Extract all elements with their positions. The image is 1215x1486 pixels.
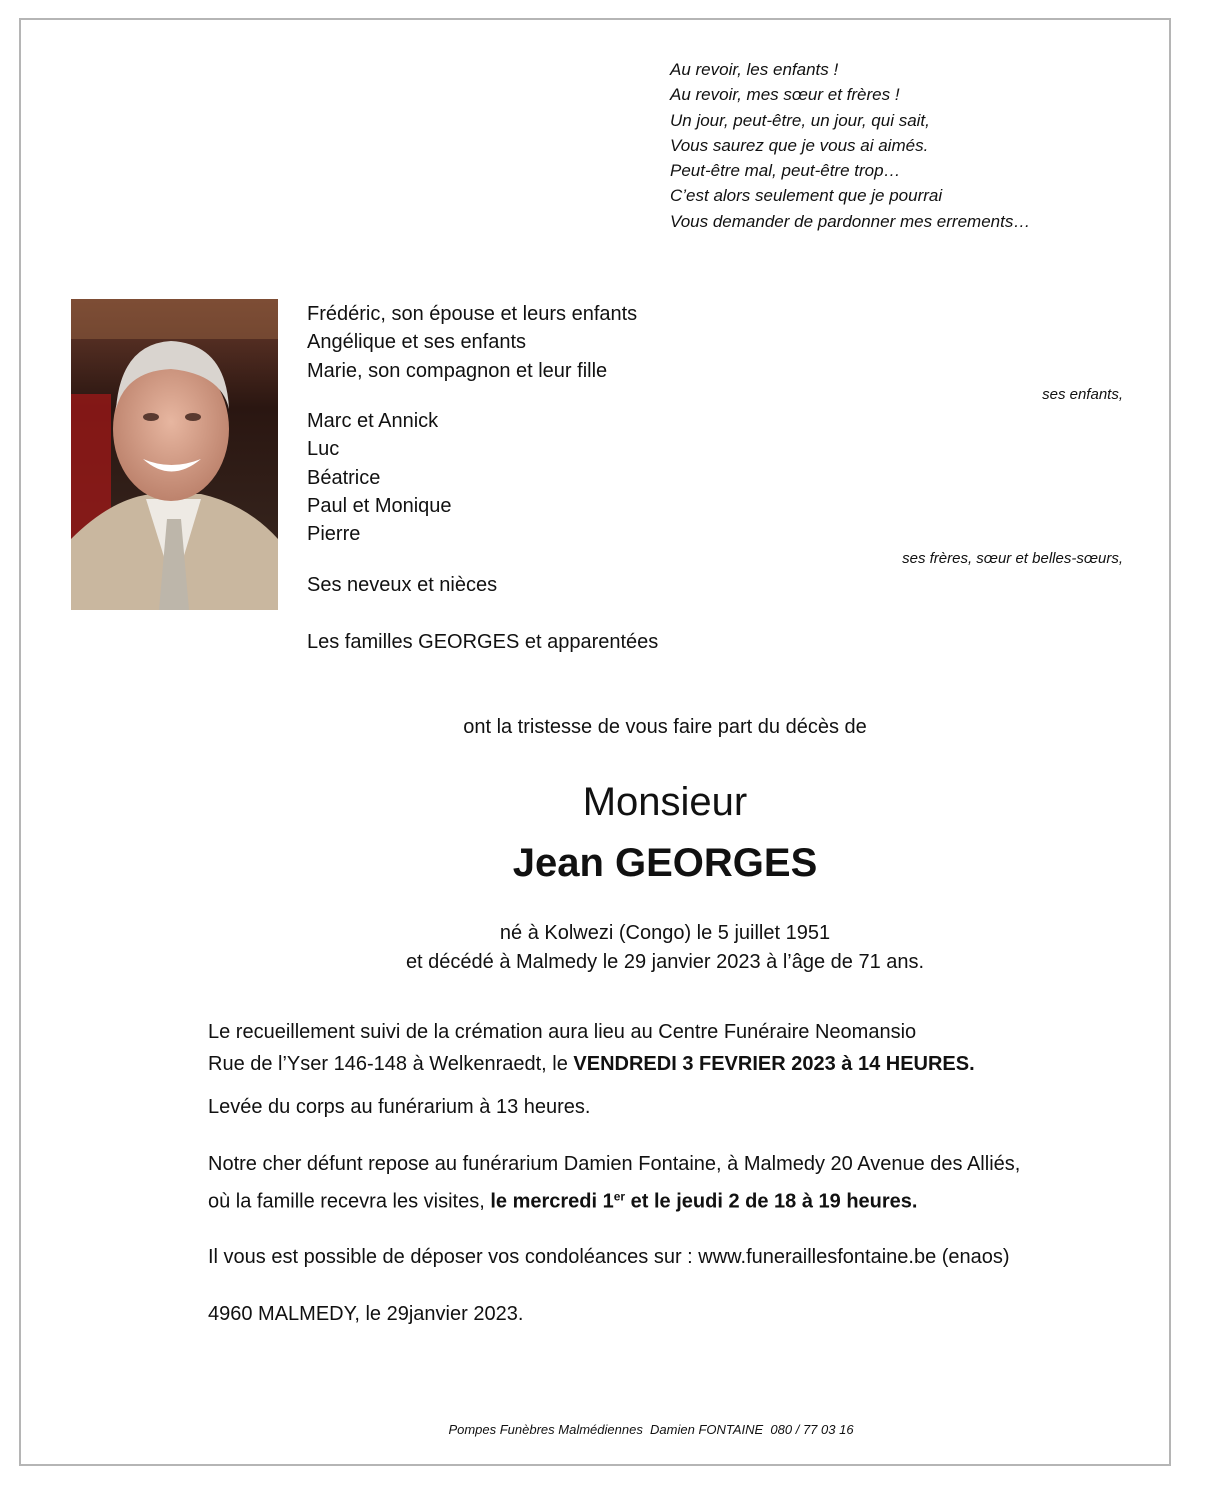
poem [670, 57, 1030, 234]
poem-line: C’est alors seulement que je pourrai [670, 186, 943, 206]
siblings-list [307, 407, 452, 548]
place-date: 4960 MALMEDY, le 29janvier 2023. [208, 1303, 524, 1325]
visits-prefix: où la famille recevra les visites, [208, 1190, 491, 1213]
family-member: Angélique et ses enfants [307, 331, 527, 354]
poem-line: Un jour, peut-être, un jour, qui sait, [670, 110, 930, 130]
visits-info [208, 1148, 1020, 1218]
death-line: et décédé à Malmedy le 29 janvier 2023 à l’âge de 71 ans. [405, 951, 925, 973]
ceremony-line: Le recueillement suivi de la crémation aura lieu au Centre Funéraire Neomansio [208, 1021, 917, 1043]
family-member: Pierre [307, 523, 361, 546]
family-member: Marc et Annick [307, 410, 439, 432]
visits-line: Notre cher défunt repose au funérarium Damien Fontaine, à Malmedy 20 Avenue des Alliés, [208, 1153, 1021, 1175]
family-member: Frédéric, son épouse et leurs enfants [307, 303, 638, 325]
family-member: Béatrice [307, 466, 381, 489]
birth-line: né à Kolwezi (Congo) le 5 juillet 1951 [499, 922, 831, 944]
children-label: ses enfants, [1042, 386, 1123, 403]
family-member: Paul et Monique [307, 494, 452, 517]
ceremony-line [208, 1048, 975, 1080]
visits-sup: er [613, 1189, 626, 1203]
visits-day-b: et le jeudi 2 de 18 à 19 heures. [625, 1190, 918, 1213]
poem-line: Au revoir, les enfants ! [670, 60, 839, 79]
poem-line: Vous demander de pardonner mes errements… [670, 211, 1031, 231]
visits-line [208, 1180, 1020, 1218]
family-member: Luc [307, 438, 340, 461]
portrait-photo [71, 299, 278, 610]
poem-line: Peut-être mal, peut-être trop… [670, 161, 901, 181]
ceremony-info [208, 1016, 975, 1080]
poem-line: Vous saurez que je vous ai aimés. [670, 135, 929, 155]
condolences-info: Il vous est possible de déposer vos condoléances sur : www.funeraillesfontaine.be (enaos) [208, 1246, 1010, 1268]
siblings-label: ses frères, sœur et belles-sœurs, [902, 550, 1123, 567]
poem-line: Au revoir, mes sœur et frères ! [670, 85, 900, 105]
funeral-home-footer: Pompes Funèbres Malmédiennes Damien FONTAINE 080 / 77 03 16 [448, 1422, 854, 1437]
announcement-intro: ont la tristesse de vous faire part du décès de [463, 716, 867, 738]
ceremony-address: Rue de l’Yser 146-148 à Welkenraedt, le [208, 1053, 574, 1075]
nephews: Ses neveux et nièces [307, 574, 498, 596]
children-list [307, 300, 637, 385]
birth-death-info [0, 919, 1215, 977]
families: Les familles GEORGES et apparentées [307, 631, 659, 653]
levee-info: Levée du corps au funérarium à 13 heures. [208, 1096, 591, 1118]
family-member: Marie, son compagnon et leur fille [307, 359, 608, 382]
deceased-name: Jean GEORGES [512, 841, 818, 885]
ceremony-datetime: VENDREDI 3 FEVRIER 2023 à 14 HEURES. [573, 1053, 975, 1075]
visits-day-a: le mercredi 1 [490, 1190, 614, 1213]
honorific: Monsieur [582, 780, 748, 824]
